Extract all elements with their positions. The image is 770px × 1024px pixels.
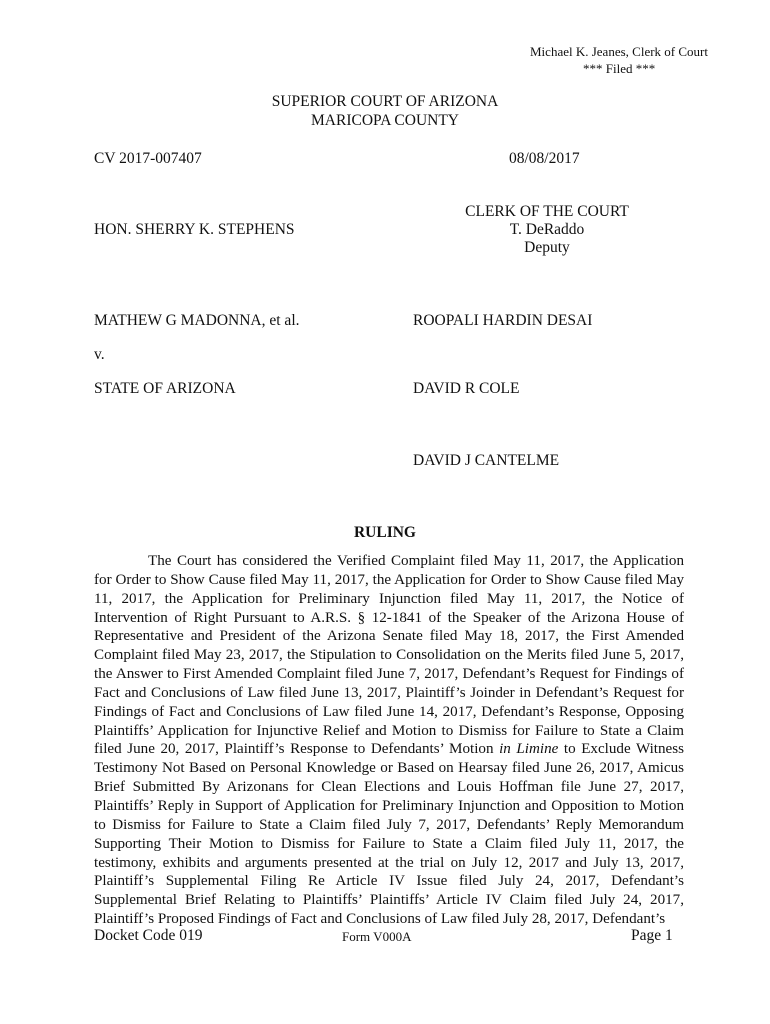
ruling-text-italic: in Limine	[499, 741, 559, 758]
defendant-name: STATE OF ARIZONA	[94, 380, 236, 397]
counsel-1: ROOPALI HARDIN DESAI	[413, 312, 593, 329]
form-code: Form V000A	[342, 929, 412, 944]
clerk-of-court-stamp: Michael K. Jeanes, Clerk of Court	[530, 44, 708, 59]
court-name: SUPERIOR COURT OF ARIZONA	[271, 93, 499, 110]
ruling-text-after: to Exclude Witness Testimony Not Based on Personal Knowledge or Based on Hearsay filed June 26, 2017, Amicus Brief Submitted By Arizonans for Clean Elections and Louis Hoffman file June 27, 2017, Plaintiffs’ Reply in Support of Application for Preliminary Injunction and Opposition to Motion to Dismiss for Failure to State a Claim filed July 7, 2017, Defendants’ Reply Memorandum Supporting Their Motion to Dismiss for Failure to State a Claim filed July 11, 2017, the testimony, exhibits and arguments presented at the trial on July 12, 2017 and July 13, 2017, Plaintiff’s Supplemental Filing Re Article IV Issue filed July 24, 2017, Defendant’s Supplemental Brief Relating to Plaintiffs’ Plaintiffs’ Article IV Claim filed July 24, 2017, Plaintiff’s Proposed Findings of Fact and Conclusions of Law filed July 28, 2017, Defendant’s	[94, 741, 684, 928]
court-county: MARICOPA COUNTY	[311, 112, 459, 129]
ruling-text-before: The Court has considered the Verified Complaint filed May 11, 2017, the Application for Order to Show Cause filed May 11, 2017, the Application for Order to Show Cause filed May 11, 2017, the Application for Preliminary Injunction filed May 11, 2017, the Notice of Intervention of Right Pursuant to A.R.S. § 12-1841 of the Speaker of the Arizona House of Representative and President of the Arizona Senate filed May 18, 2017, the First Amended Complaint filed May 23, 2017, the Stipulation to Consolidation on the Merits filed June 5, 2017, the Answer to First Amended Complaint filed June 7, 2017, Defendant’s Request for Findings of Fact and Conclusions of Law filed June 13, 2017, Plaintiff’s Joinder in Defendant’s Request for Findings of Fact and Conclusions of Law filed June 14, 2017, Defendant’s Response, Opposing Plaintiffs’ Application for Injunctive Relief and Motion to Dismiss for Failure to State a Claim filed June 20, 2017, Plaintiff’s Response to Defendants’ Motion	[94, 553, 684, 758]
docket-code: Docket Code 019	[94, 927, 203, 944]
clerk-name: T. DeRaddo	[509, 221, 585, 238]
clerk-title: CLERK OF THE COURT	[465, 203, 629, 220]
case-date: 08/08/2017	[509, 150, 580, 167]
counsel-3: DAVID J CANTELME	[413, 452, 560, 469]
versus-label: v.	[94, 346, 105, 363]
clerk-role: Deputy	[524, 239, 570, 256]
filed-stamp: *** Filed ***	[583, 61, 656, 76]
plaintiff-name: MATHEW G MADONNA, et al.	[94, 312, 300, 329]
judge-name: HON. SHERRY K. STEPHENS	[94, 221, 295, 238]
ruling-body	[94, 552, 684, 929]
case-number: CV 2017-007407	[94, 150, 202, 167]
ruling-heading: RULING	[353, 524, 416, 541]
page-number: Page 1	[631, 927, 673, 944]
counsel-2: DAVID R COLE	[413, 380, 520, 397]
